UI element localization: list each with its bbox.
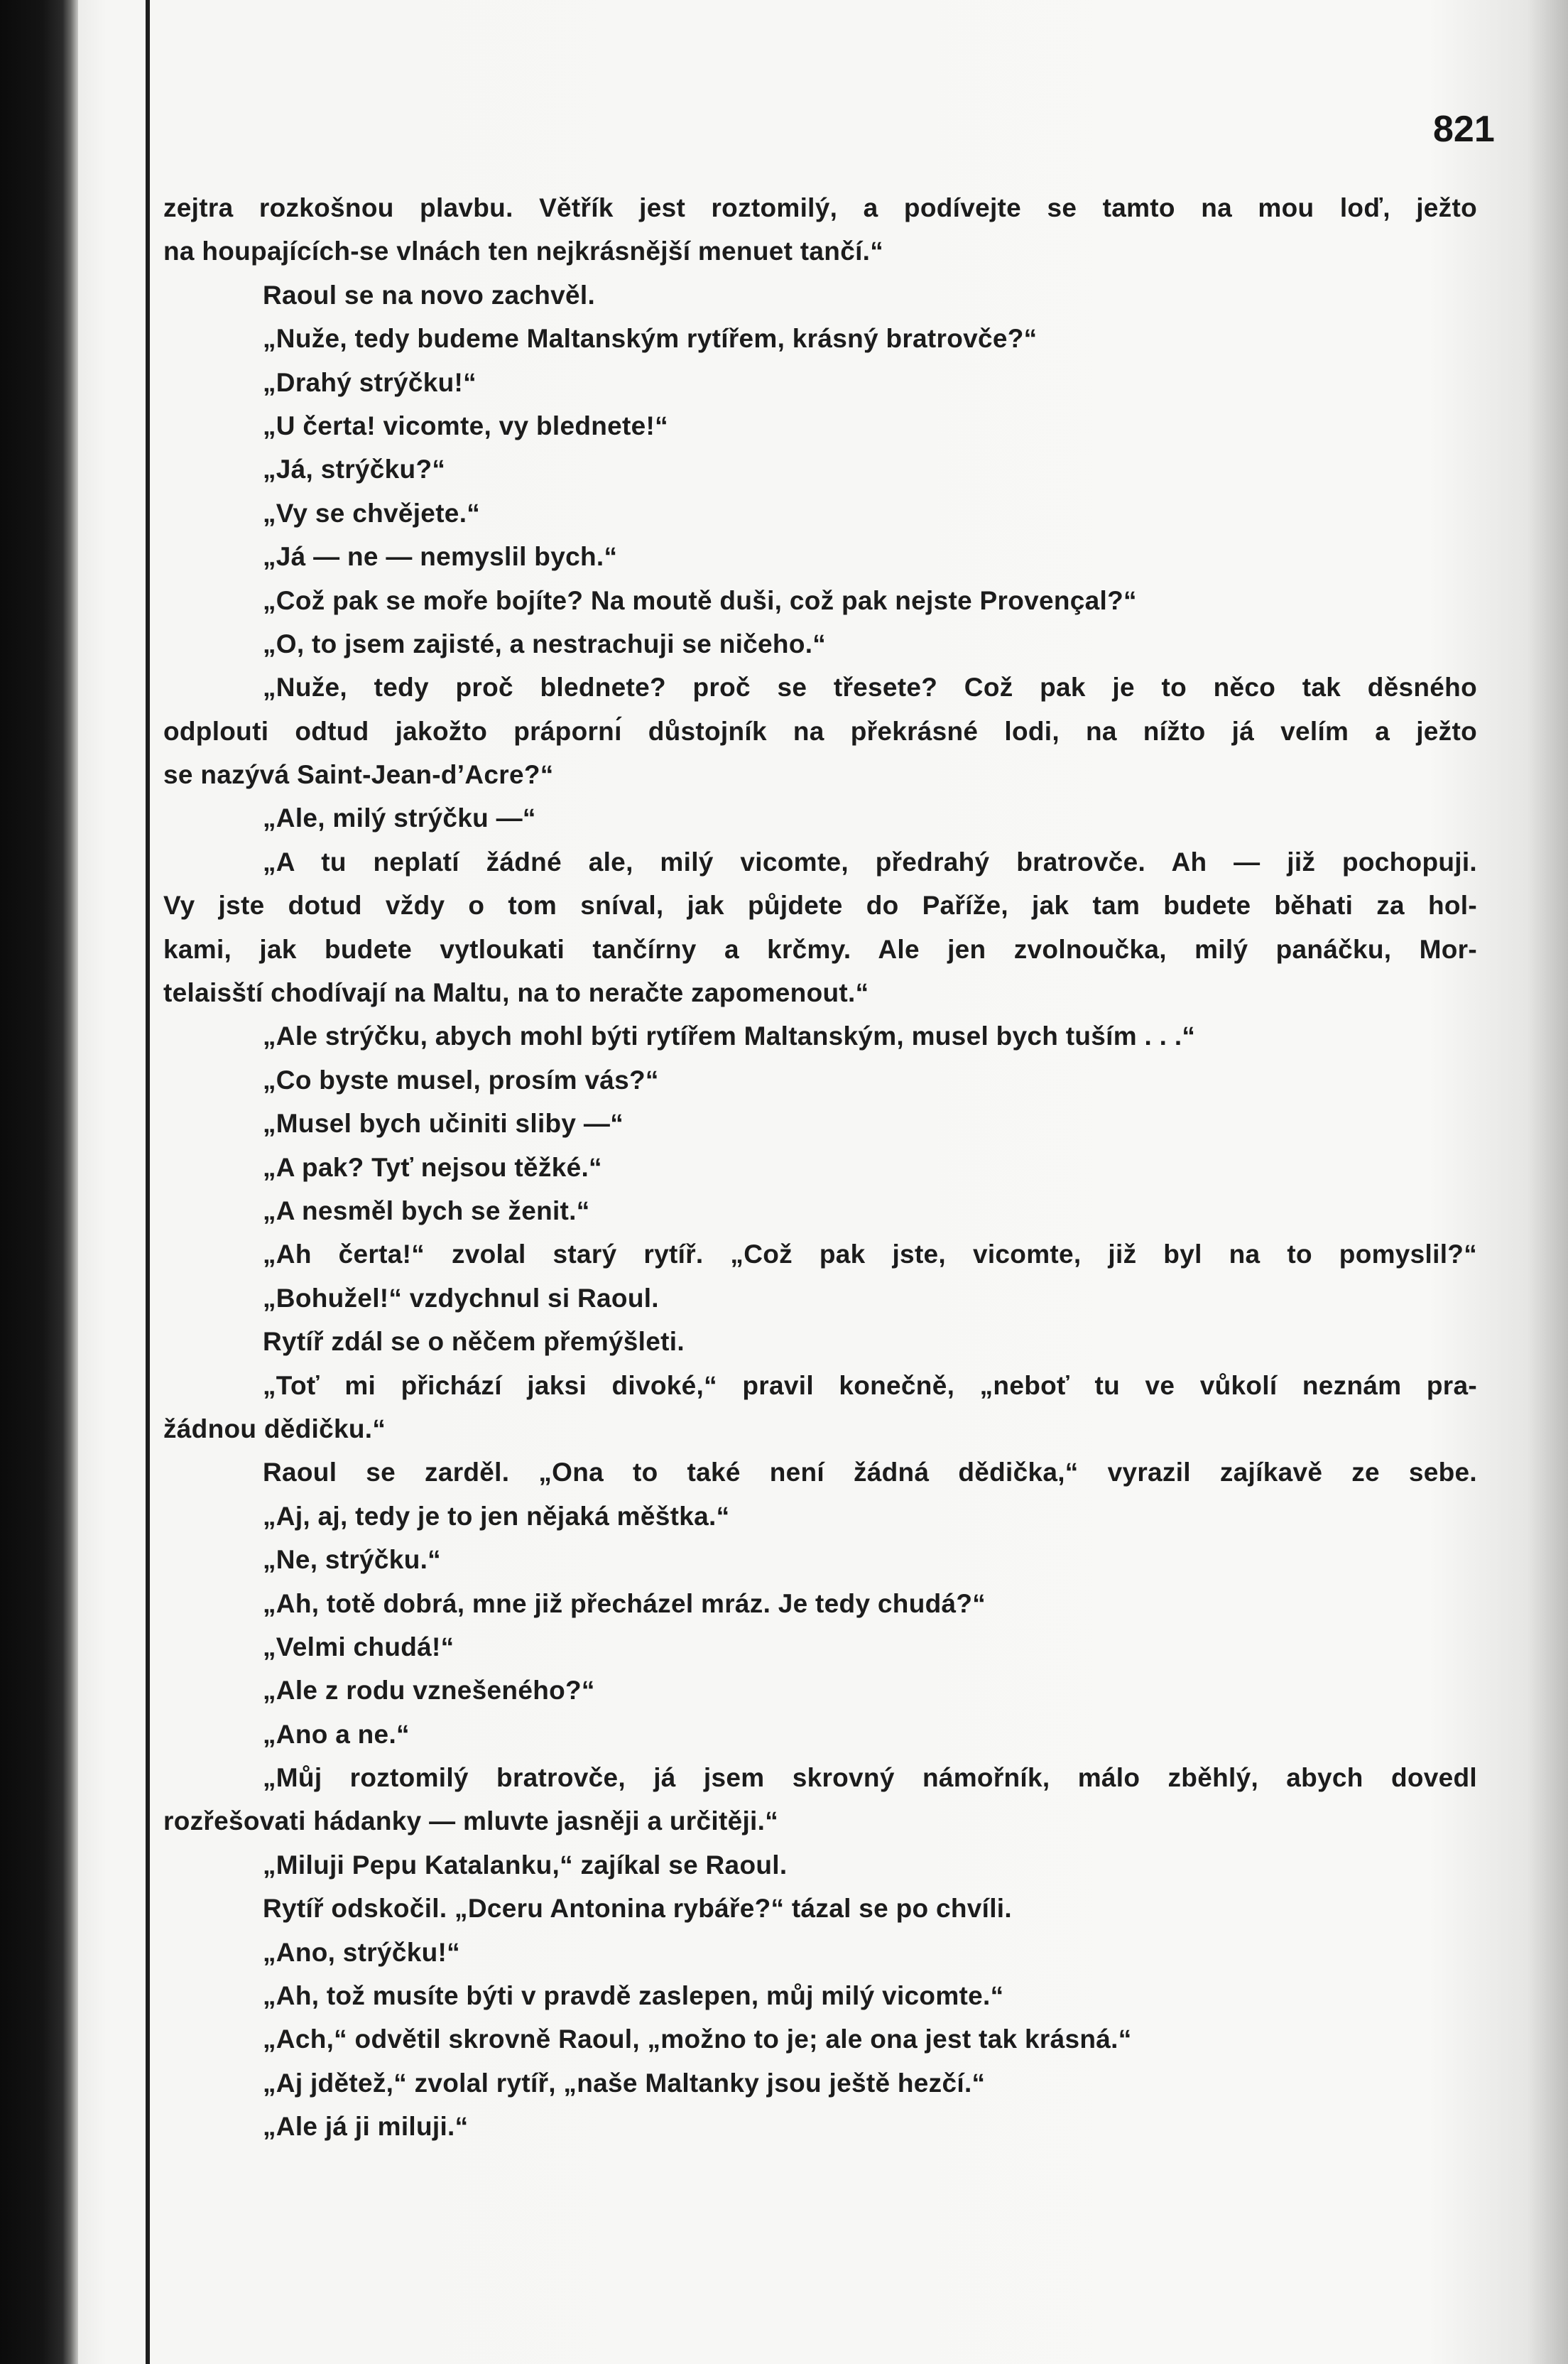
book-spine-shadow bbox=[0, 0, 78, 2364]
text-line: „O, to jsem zajisté, a nestrachuji se ničeho.“ bbox=[263, 629, 827, 658]
text-line: Rytíř odskočil. „Dceru Antonina rybáře?“ tázal se po chvíli. bbox=[263, 1894, 1012, 1924]
text-line: kami, jak budete vytloukati tančírny a krčmy. Ale jen zvolnoučka, milý panáčku, Mor- bbox=[163, 934, 1477, 964]
text-line: „A tu neplatí žádné ale, milý vicomte, předrahý bratrovče. Ah — již pochopuji. bbox=[263, 847, 1477, 877]
text-line: rozřešovati hádanky — mluvte jasněji a určitěji.“ bbox=[163, 1806, 779, 1836]
text-line: „Ah, tož musíte býti v pravdě zaslepen, můj milý vicomte.“ bbox=[263, 1981, 1004, 2011]
text-line: „Co byste musel, prosím vás?“ bbox=[263, 1065, 659, 1095]
text-line: „Ale já ji miluji.“ bbox=[263, 2112, 469, 2142]
text-line: „Miluji Pepu Katalanku,“ zajíkal se Raoul. bbox=[263, 1850, 788, 1880]
text-line: „Ano a ne.“ bbox=[263, 1719, 410, 1749]
text-line: „Já — ne — nemyslil bych.“ bbox=[263, 542, 618, 572]
text-line: zejtra rozkošnou plavbu. Větřík jest roztomilý, a podívejte se tamto na mou loď, ježto bbox=[163, 193, 1477, 222]
text-line: „Můj roztomilý bratrovče, já jsem skrovný námořník, málo zběhlý, abych dovedl bbox=[263, 1763, 1477, 1793]
text-line: odplouti odtud jakožto prápornı́ důstojník na překrásné lodi, na nížto já velím a ježto bbox=[163, 716, 1477, 746]
text-line: „Ach,“ odvětil skrovně Raoul, „možno to je; ale ona jest tak krásná.“ bbox=[263, 2024, 1132, 2054]
text-line: žádnou dědičku.“ bbox=[163, 1414, 386, 1443]
text-line: „Drahý strýčku!“ bbox=[263, 367, 477, 397]
page-fold-line bbox=[146, 0, 150, 2364]
text-line: „Ah, totě dobrá, mne již přecházel mráz. Je tedy chudá?“ bbox=[263, 1588, 986, 1618]
text-line: „Toť mi přichází jaksi divoké,“ pravil konečně, „neboť tu ve vůkolí neznám pra- bbox=[263, 1370, 1477, 1400]
text-line: Vy jste dotud vždy o tom sníval, jak půjdete do Paříže, jak tam budete běhati za hol- bbox=[163, 891, 1477, 921]
text-line: „Aj jdětež,“ zvolal rytíř, „naše Maltanky jsou ještě hezčí.“ bbox=[263, 2068, 986, 2098]
text-line: telaisští chodívají na Maltu, na to neračte zapomenout.“ bbox=[163, 978, 869, 1008]
text-line: „Ale strýčku, abych mohl býti rytířem Maltanským, musel bych tuším . . .“ bbox=[263, 1021, 1196, 1051]
text-line: „Ano, strýčku!“ bbox=[263, 1937, 460, 1967]
body-text bbox=[163, 186, 1477, 2149]
text-line: „U čerta! vicomte, vy blednete!“ bbox=[263, 411, 668, 440]
text-line: se nazývá Saint-Jean-d’Acre?“ bbox=[163, 760, 554, 790]
text-line: „Nuže, tedy budeme Maltanským rytířem, krásný bratrovče?“ bbox=[263, 324, 1038, 354]
text-line: „Ale, milý strýčku —“ bbox=[263, 803, 536, 833]
text-line: „Ah čerta!“ zvolal starý rytíř. „Což pak jste, vicomte, již byl na to pomyslil?“ bbox=[263, 1240, 1477, 1269]
text-line: „Nuže, tedy proč blednete? proč se třesete? Což pak je to něco tak děsného bbox=[263, 673, 1477, 703]
text-line: „Vy se chvějete.“ bbox=[263, 498, 481, 528]
text-line: Raoul se na novo zachvěl. bbox=[263, 280, 596, 310]
text-line: „A pak? Tyť nejsou těžké.“ bbox=[263, 1152, 602, 1182]
text-line: na houpajících-se vlnách ten nejkrásnější menuet tančí.“ bbox=[163, 237, 884, 266]
text-line: „Což pak se moře bojíte? Na moutě duši, což pak nejste Provençal?“ bbox=[263, 585, 1137, 615]
text-line: „Musel bych učiniti sliby —“ bbox=[263, 1109, 624, 1139]
page-number: 821 bbox=[1433, 109, 1495, 150]
text-line: „Ne, strýčku.“ bbox=[263, 1545, 441, 1575]
text-line: „Velmi chudá!“ bbox=[263, 1632, 454, 1661]
text-line: „Bohužel!“ vzdychnul si Raoul. bbox=[263, 1283, 659, 1313]
text-line: „Ale z rodu vznešeného?“ bbox=[263, 1676, 595, 1706]
text-line: Raoul se zarděl. „Ona to také není žádná dědička,“ vyrazil zajíkavě ze sebe. bbox=[263, 1458, 1477, 1487]
text-line: „Já, strýčku?“ bbox=[263, 455, 446, 484]
text-line: „Aj, aj, tedy je to jen nějaká měštka.“ bbox=[263, 1501, 730, 1531]
text-line: „A nesměl bych se ženit.“ bbox=[263, 1195, 590, 1225]
text-line: Rytíř zdál se o něčem přemýšleti. bbox=[263, 1327, 685, 1357]
